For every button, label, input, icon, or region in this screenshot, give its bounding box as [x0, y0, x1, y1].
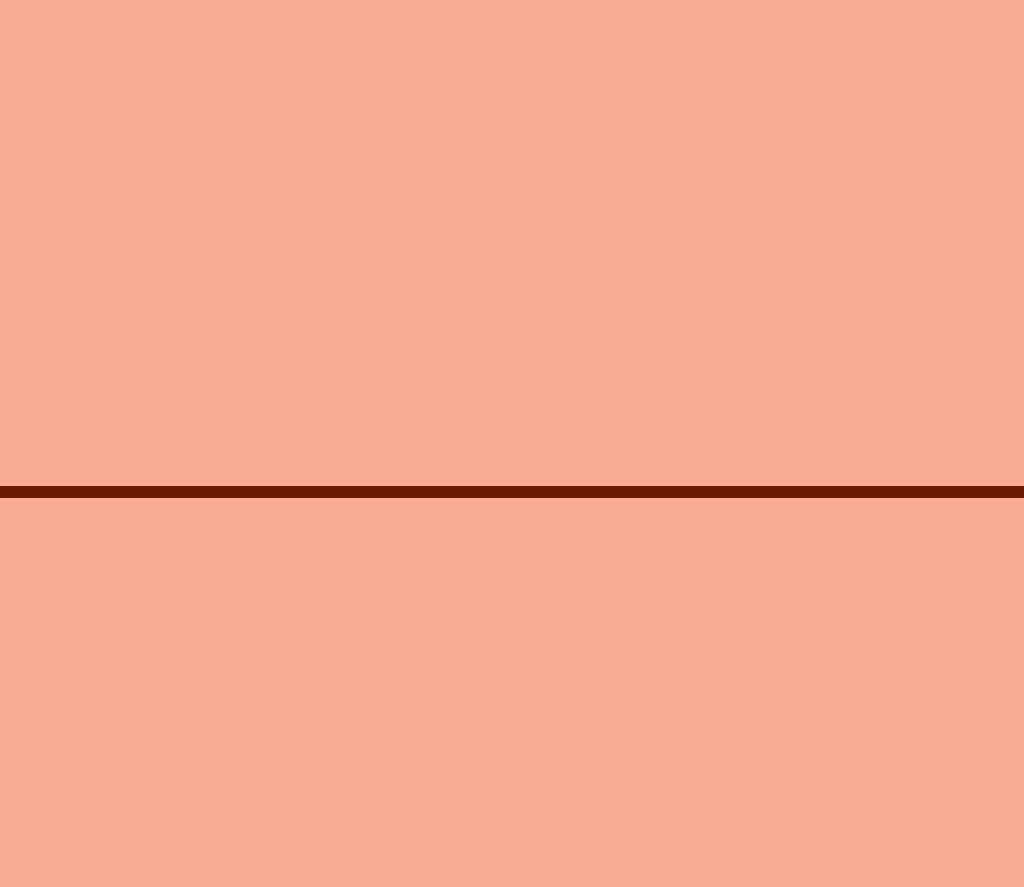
section-divider — [0, 486, 1024, 498]
